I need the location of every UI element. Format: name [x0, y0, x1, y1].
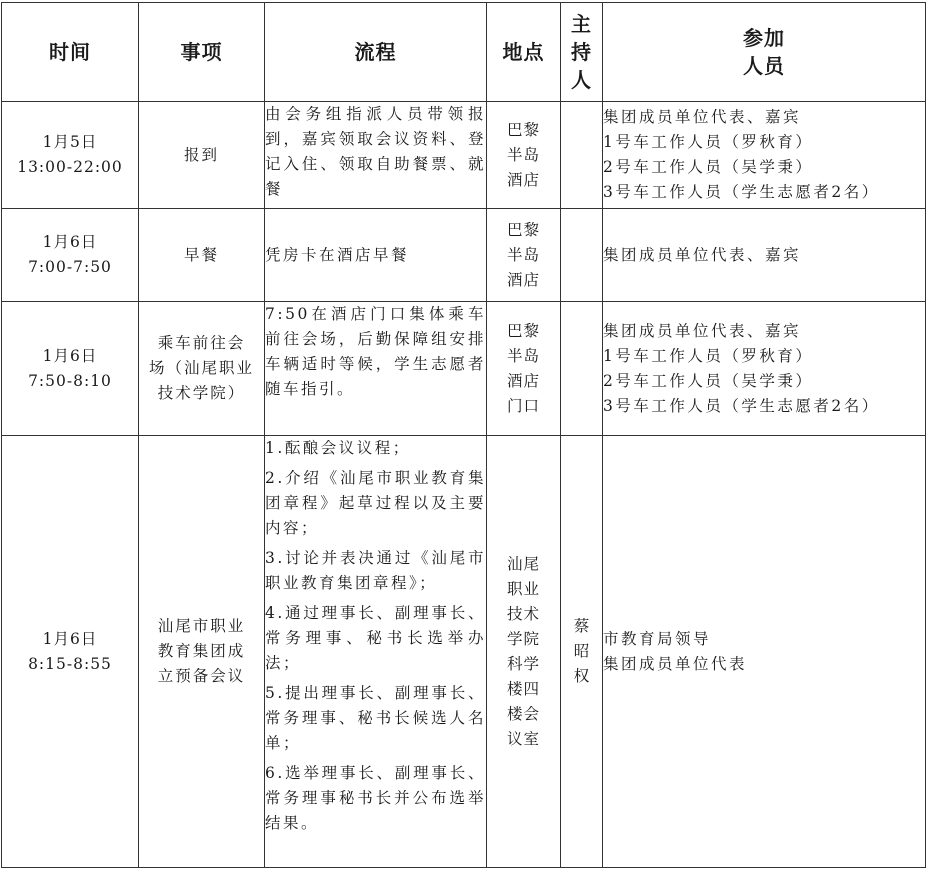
people-line: 1号车工作人员（罗秋育）: [603, 133, 814, 151]
time-date: 1月6日: [42, 233, 98, 251]
header-host-line: 主: [571, 12, 592, 36]
item-cell: [139, 209, 265, 302]
item-line: 教育集团成: [157, 642, 246, 660]
header-people-line: 参加: [743, 26, 785, 50]
item-cell: [139, 302, 265, 436]
flow-cell: [265, 302, 487, 436]
time-date: 1月6日: [42, 629, 98, 648]
item-cell: [139, 102, 265, 209]
place-cell: [487, 102, 561, 209]
place-line: 汕尾: [506, 554, 540, 573]
schedule-table: [1, 2, 926, 868]
flow-step: 6.选举理事长、副理事长、常务理事秘书长并公布选举结果。: [265, 764, 486, 832]
flow-cell: [265, 102, 487, 209]
item-line: 报到: [183, 145, 219, 164]
time-cell: [2, 209, 139, 302]
place-line: 楼会: [506, 704, 540, 723]
header-host: [561, 3, 603, 102]
header-time: 时间: [2, 3, 139, 102]
item-line: 技术学院）: [157, 384, 246, 402]
place-line: 议室: [506, 729, 540, 748]
header-host-line: 持: [571, 40, 592, 64]
flow-step: 3.讨论并表决通过《汕尾市职业教育集团章程》；: [265, 549, 486, 592]
flow-step: 4.通过理事长、副理事长、常务理事、秘书长选举办法；: [265, 604, 486, 672]
item-line: 场（汕尾职业: [148, 359, 254, 377]
place-line: 半岛: [506, 245, 540, 264]
people-line: 2号车工作人员（吴学秉）: [603, 158, 814, 176]
schedule-document: [1, 2, 926, 868]
flow-cell: [265, 209, 487, 302]
header-item: 事项: [139, 3, 265, 102]
place-line: 巴黎: [506, 321, 540, 340]
item-line: 汕尾市职业: [157, 617, 246, 635]
people-cell: [603, 209, 926, 302]
flow-cell: [265, 436, 487, 868]
people-line: 集团成员单位代表、嘉宾: [603, 321, 802, 340]
host-line: 昭: [573, 642, 590, 660]
place-line: 巴黎: [506, 220, 540, 239]
people-line: 集团成员单位代表、嘉宾: [603, 108, 802, 126]
people-line: 3号车工作人员（学生志愿者2名）: [603, 183, 880, 201]
item-cell: [139, 436, 265, 868]
host-cell: [561, 302, 603, 436]
header-place: 地点: [487, 3, 561, 102]
people-line: 集团成员单位代表: [603, 654, 748, 673]
people-cell: [603, 436, 926, 868]
people-line: 市教育局领导: [603, 629, 712, 648]
place-cell: [487, 302, 561, 436]
time-range: 13:00-22:00: [17, 158, 123, 176]
place-line: 科学: [506, 654, 540, 673]
place-cell: [487, 436, 561, 868]
people-cell: [603, 102, 926, 209]
time-cell: [2, 302, 139, 436]
people-line: 2号车工作人员（吴学秉）: [603, 371, 814, 390]
table-row: [2, 102, 926, 209]
table-row: [2, 436, 926, 868]
place-line: 巴黎: [506, 120, 540, 139]
time-range: 7:00-7:50: [28, 258, 112, 276]
table-row: [2, 209, 926, 302]
header-flow: 流程: [265, 3, 487, 102]
item-line: 立预备会议: [157, 667, 246, 685]
people-line: 1号车工作人员（罗秋育）: [603, 346, 814, 365]
host-line: 权: [573, 667, 590, 685]
host-line: 蔡: [573, 617, 590, 635]
place-line: 酒店: [506, 170, 540, 189]
header-people: [603, 3, 926, 102]
host-cell: [561, 102, 603, 209]
place-line: 酒店: [506, 270, 540, 289]
place-line: 酒店: [506, 371, 540, 390]
place-line: 半岛: [506, 145, 540, 164]
flow-step: 1.酝酿会议议程；: [265, 439, 411, 457]
flow-step: 5.提出理事长、副理事长、常务理事、秘书长候选人名单；: [265, 684, 486, 752]
time-range: 8:15-8:55: [28, 654, 112, 673]
people-line: 3号车工作人员（学生志愿者2名）: [603, 396, 880, 415]
people-cell: [603, 302, 926, 436]
header-host-line: 人: [571, 68, 592, 92]
place-line: 技术: [506, 604, 540, 623]
flow-step: 2.介绍《汕尾市职业教育集团章程》起草过程以及主要内容；: [265, 469, 486, 537]
table-row: [2, 302, 926, 436]
place-line: 楼四: [506, 679, 540, 698]
header-people-line: 人员: [743, 54, 785, 78]
flow-step: 凭房卡在酒店早餐: [265, 245, 410, 264]
host-cell: [561, 209, 603, 302]
host-cell: [561, 436, 603, 868]
place-line: 职业: [506, 579, 540, 598]
place-line: 学院: [506, 629, 540, 648]
place-cell: [487, 209, 561, 302]
item-line: 乘车前往会: [157, 334, 246, 352]
item-line: 早餐: [183, 245, 219, 264]
time-date: 1月6日: [42, 346, 98, 365]
time-cell: [2, 102, 139, 209]
time-range: 7:50-8:10: [28, 371, 112, 390]
flow-step: 7:50在酒店门口集体乘车前往会场，后勤保障组安排车辆适时等候，学生志愿者随车指引。: [265, 305, 486, 398]
place-line: 门口: [506, 396, 540, 415]
place-line: 半岛: [506, 346, 540, 365]
time-cell: [2, 436, 139, 868]
people-line: 集团成员单位代表、嘉宾: [603, 245, 802, 264]
header-row: [2, 3, 926, 102]
time-date: 1月5日: [42, 133, 98, 151]
flow-step: 由会务组指派人员带领报到，嘉宾领取会议资料、登记入住、领取自助餐票、就餐: [265, 105, 486, 198]
